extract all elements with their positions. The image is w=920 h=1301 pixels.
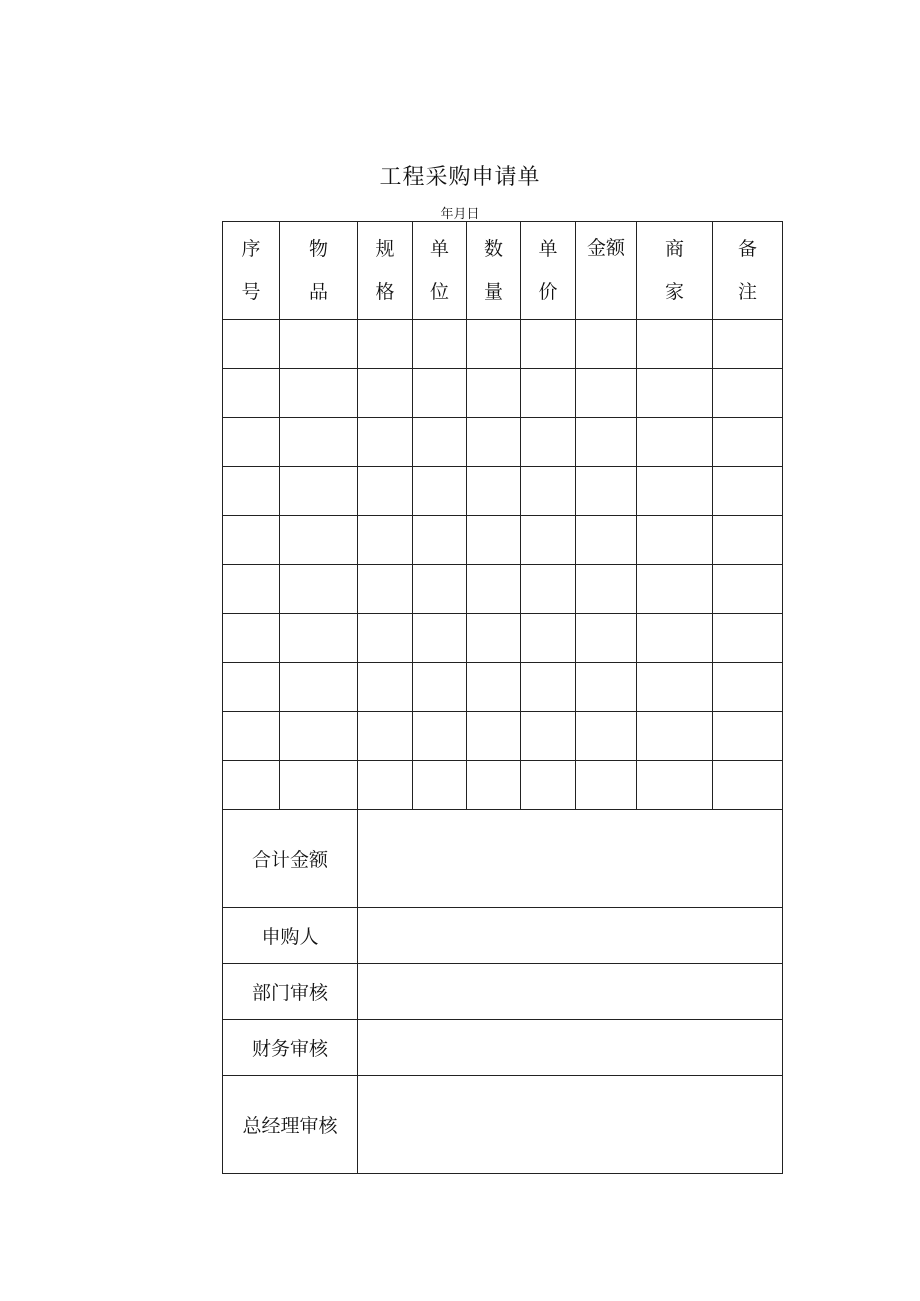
table-cell-unit[interactable] bbox=[413, 614, 467, 663]
table-cell-seq[interactable] bbox=[223, 467, 280, 516]
table-cell-vendor[interactable] bbox=[637, 565, 713, 614]
table-cell-qty[interactable] bbox=[467, 614, 521, 663]
summary-row-finance bbox=[223, 1020, 783, 1076]
table-cell-unit[interactable] bbox=[413, 663, 467, 712]
table-cell-remark[interactable] bbox=[713, 663, 783, 712]
header-unit-top: 单 bbox=[429, 237, 449, 260]
table-cell-qty[interactable] bbox=[467, 663, 521, 712]
table-cell-spec[interactable] bbox=[358, 516, 413, 565]
table-row bbox=[223, 663, 783, 712]
header-seq-bottom: 号 bbox=[241, 280, 261, 303]
header-remark-bottom: 注 bbox=[737, 280, 757, 303]
table-cell-item[interactable] bbox=[280, 369, 358, 418]
table-cell-spec[interactable] bbox=[358, 418, 413, 467]
table-cell-price[interactable] bbox=[521, 467, 576, 516]
table-cell-remark[interactable] bbox=[713, 761, 783, 810]
table-cell-qty[interactable] bbox=[467, 369, 521, 418]
table-cell-vendor[interactable] bbox=[637, 320, 713, 369]
table-cell-qty[interactable] bbox=[467, 565, 521, 614]
table-cell-amount[interactable] bbox=[576, 614, 637, 663]
header-qty bbox=[467, 222, 521, 320]
table-cell-unit[interactable] bbox=[413, 712, 467, 761]
table-row bbox=[223, 516, 783, 565]
table-cell-remark[interactable] bbox=[713, 369, 783, 418]
header-qty-bottom: 量 bbox=[483, 280, 503, 303]
table-cell-vendor[interactable] bbox=[637, 614, 713, 663]
date-line: 年月日 bbox=[440, 207, 480, 222]
table-cell-amount[interactable] bbox=[576, 761, 637, 810]
table-cell-seq[interactable] bbox=[223, 320, 280, 369]
table-cell-price[interactable] bbox=[521, 320, 576, 369]
gm-review-value-cell[interactable] bbox=[358, 1076, 783, 1174]
table-cell-item[interactable] bbox=[280, 761, 358, 810]
table-cell-remark[interactable] bbox=[713, 320, 783, 369]
item-rows bbox=[223, 320, 783, 810]
table-cell-spec[interactable] bbox=[358, 320, 413, 369]
table-cell-qty[interactable] bbox=[467, 418, 521, 467]
table-cell-unit[interactable] bbox=[413, 761, 467, 810]
table-cell-unit[interactable] bbox=[413, 467, 467, 516]
requester-label: 申购人 bbox=[223, 908, 358, 964]
table-cell-spec[interactable] bbox=[358, 761, 413, 810]
table-cell-unit[interactable] bbox=[413, 565, 467, 614]
table-cell-vendor[interactable] bbox=[637, 418, 713, 467]
form-title: 工程采购申请单 bbox=[379, 165, 541, 190]
header-vendor-bottom: 家 bbox=[664, 280, 684, 303]
header-unit-bottom: 位 bbox=[429, 280, 449, 303]
header-vendor-top: 商 bbox=[664, 237, 684, 260]
table-cell-remark[interactable] bbox=[713, 614, 783, 663]
table-cell-amount[interactable] bbox=[576, 467, 637, 516]
table-cell-item[interactable] bbox=[280, 614, 358, 663]
table-cell-remark[interactable] bbox=[713, 712, 783, 761]
table-cell-amount[interactable] bbox=[576, 320, 637, 369]
table-cell-spec[interactable] bbox=[358, 614, 413, 663]
table-cell-spec[interactable] bbox=[358, 565, 413, 614]
summary-row-requester bbox=[223, 908, 783, 964]
finance-review-label: 财务审核 bbox=[223, 1020, 358, 1076]
finance-review-value-cell[interactable] bbox=[358, 1020, 783, 1076]
table-row bbox=[223, 467, 783, 516]
header-spec-top: 规 bbox=[375, 237, 395, 260]
table-cell-seq[interactable] bbox=[223, 565, 280, 614]
summary-row-dept bbox=[223, 964, 783, 1020]
table-cell-seq[interactable] bbox=[223, 516, 280, 565]
table-cell-unit[interactable] bbox=[413, 369, 467, 418]
gm-review-label: 总经理审核 bbox=[223, 1076, 358, 1174]
table-cell-qty[interactable] bbox=[467, 761, 521, 810]
header-amount bbox=[576, 222, 637, 320]
table-cell-qty[interactable] bbox=[467, 516, 521, 565]
table-cell-seq[interactable] bbox=[223, 418, 280, 467]
table-cell-item[interactable] bbox=[280, 467, 358, 516]
table-row bbox=[223, 320, 783, 369]
dept-review-value-cell[interactable] bbox=[358, 964, 783, 1020]
header-seq bbox=[223, 222, 280, 320]
table-cell-vendor[interactable] bbox=[637, 467, 713, 516]
header-seq-top: 序 bbox=[241, 237, 261, 260]
table-cell-amount[interactable] bbox=[576, 418, 637, 467]
table-cell-item[interactable] bbox=[280, 663, 358, 712]
header-remark-top: 备 bbox=[737, 237, 757, 260]
table-header-row bbox=[223, 222, 783, 320]
table-cell-item[interactable] bbox=[280, 565, 358, 614]
table-row bbox=[223, 712, 783, 761]
header-item bbox=[280, 222, 358, 320]
header-item-top: 物 bbox=[308, 237, 328, 260]
table-row bbox=[223, 761, 783, 810]
table-cell-remark[interactable] bbox=[713, 516, 783, 565]
table-cell-spec[interactable] bbox=[358, 369, 413, 418]
table-cell-amount[interactable] bbox=[576, 712, 637, 761]
table-cell-unit[interactable] bbox=[413, 320, 467, 369]
table-row bbox=[223, 565, 783, 614]
table-cell-seq[interactable] bbox=[223, 712, 280, 761]
header-spec bbox=[358, 222, 413, 320]
table-cell-amount[interactable] bbox=[576, 565, 637, 614]
table-cell-price[interactable] bbox=[521, 565, 576, 614]
table-cell-remark[interactable] bbox=[713, 565, 783, 614]
table-cell-unit[interactable] bbox=[413, 418, 467, 467]
header-amount-label: 金额 bbox=[586, 237, 625, 259]
header-price-top: 单 bbox=[538, 237, 558, 260]
table-cell-seq[interactable] bbox=[223, 369, 280, 418]
table-row bbox=[223, 614, 783, 663]
table-cell-price[interactable] bbox=[521, 712, 576, 761]
table-cell-vendor[interactable] bbox=[637, 663, 713, 712]
table-cell-item[interactable] bbox=[280, 418, 358, 467]
table-cell-amount[interactable] bbox=[576, 663, 637, 712]
header-spec-bottom: 格 bbox=[375, 280, 395, 303]
total-value-cell[interactable] bbox=[358, 810, 783, 908]
table-cell-price[interactable] bbox=[521, 614, 576, 663]
header-price-bottom: 价 bbox=[538, 280, 558, 303]
table-cell-vendor[interactable] bbox=[637, 369, 713, 418]
table-cell-remark[interactable] bbox=[713, 418, 783, 467]
dept-review-label: 部门审核 bbox=[223, 964, 358, 1020]
table-cell-amount[interactable] bbox=[576, 369, 637, 418]
table-cell-item[interactable] bbox=[280, 712, 358, 761]
header-item-bottom: 品 bbox=[308, 280, 328, 303]
table-cell-spec[interactable] bbox=[358, 467, 413, 516]
header-qty-top: 数 bbox=[483, 237, 503, 260]
table-row bbox=[223, 369, 783, 418]
table-cell-unit[interactable] bbox=[413, 516, 467, 565]
table-cell-vendor[interactable] bbox=[637, 761, 713, 810]
table-cell-spec[interactable] bbox=[358, 663, 413, 712]
header-price bbox=[521, 222, 576, 320]
table-cell-qty[interactable] bbox=[467, 712, 521, 761]
total-label: 合计金额 bbox=[223, 810, 358, 908]
summary-row-total bbox=[223, 810, 783, 908]
table-cell-remark[interactable] bbox=[713, 467, 783, 516]
table-cell-vendor[interactable] bbox=[637, 516, 713, 565]
table-cell-item[interactable] bbox=[280, 516, 358, 565]
table-cell-seq[interactable] bbox=[223, 663, 280, 712]
table-cell-price[interactable] bbox=[521, 663, 576, 712]
header-vendor bbox=[637, 222, 713, 320]
table-cell-spec[interactable] bbox=[358, 712, 413, 761]
table-cell-amount[interactable] bbox=[576, 516, 637, 565]
table-cell-qty[interactable] bbox=[467, 320, 521, 369]
summary-row-gm bbox=[223, 1076, 783, 1174]
purchase-request-table bbox=[222, 221, 783, 1174]
requester-value-cell[interactable] bbox=[358, 908, 783, 964]
table-cell-price[interactable] bbox=[521, 761, 576, 810]
table-cell-qty[interactable] bbox=[467, 467, 521, 516]
table-cell-vendor[interactable] bbox=[637, 712, 713, 761]
table-cell-item[interactable] bbox=[280, 320, 358, 369]
table-cell-price[interactable] bbox=[521, 516, 576, 565]
header-remark bbox=[713, 222, 783, 320]
table-cell-seq[interactable] bbox=[223, 614, 280, 663]
table-cell-seq[interactable] bbox=[223, 761, 280, 810]
table-cell-price[interactable] bbox=[521, 369, 576, 418]
header-unit bbox=[413, 222, 467, 320]
table-cell-price[interactable] bbox=[521, 418, 576, 467]
table-row bbox=[223, 418, 783, 467]
